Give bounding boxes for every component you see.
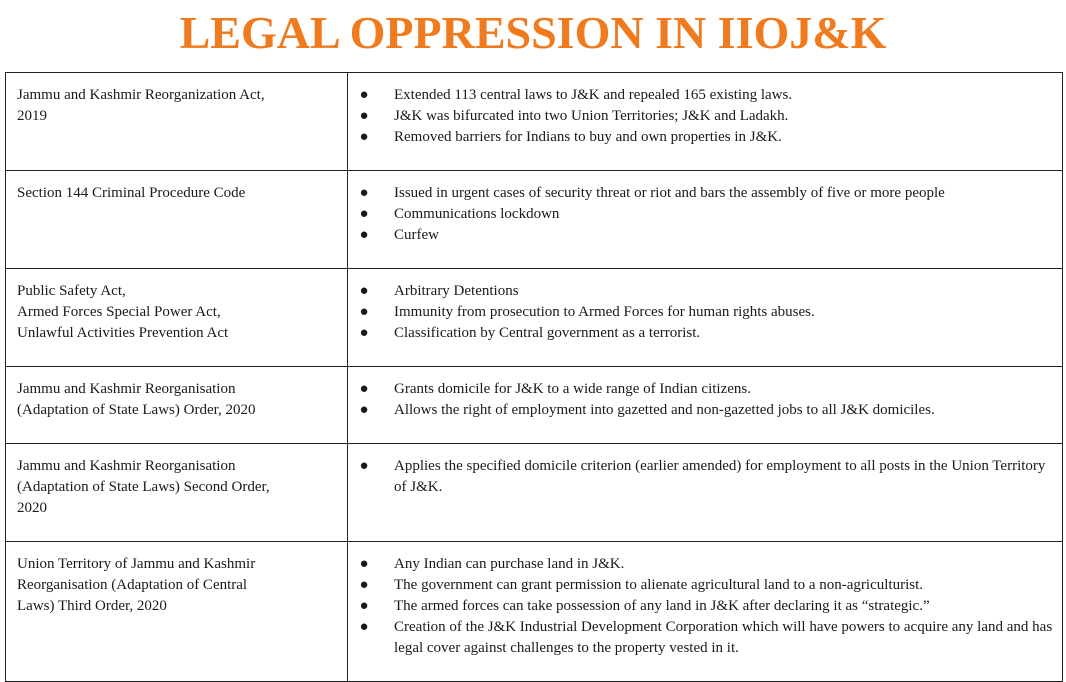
point-text: Communications lockdown	[394, 206, 560, 222]
bullet-list	[348, 281, 1054, 344]
list-item	[348, 281, 1054, 302]
point-text: The government can grant permission to alienate agricultural land to a non-agriculturist.	[394, 577, 923, 593]
list-item	[348, 85, 1054, 106]
point-text: Grants domicile for J&K to a wide range of Indian citizens.	[394, 381, 751, 397]
point-text: Allows the right of employment into gazetted and non-gazetted jobs to all J&K domiciles.	[394, 402, 935, 418]
act-cell	[6, 367, 348, 444]
bullet-icon: ●	[359, 304, 369, 320]
act-line: Reorganisation (Adaptation of Central	[17, 577, 248, 593]
points-cell	[348, 171, 1063, 269]
points-cell	[348, 269, 1063, 367]
act-line: (Adaptation of State Laws) Order, 2020	[17, 402, 256, 418]
bullet-icon: ●	[359, 556, 369, 572]
list-item	[348, 596, 1054, 617]
table-row	[6, 444, 1063, 542]
list-item	[348, 400, 1054, 421]
act-cell	[6, 269, 348, 367]
list-item	[348, 204, 1054, 225]
bullet-list	[348, 85, 1054, 148]
point-text: Any Indian can purchase land in J&K.	[394, 556, 625, 572]
list-item	[348, 575, 1054, 596]
list-item	[348, 323, 1054, 344]
act-line: Unlawful Activities Prevention Act	[17, 325, 229, 341]
table-row	[6, 73, 1063, 171]
bullet-icon: ●	[359, 206, 369, 222]
act-line: Jammu and Kashmir Reorganisation	[17, 458, 236, 474]
bullet-list	[348, 183, 1054, 246]
act-line: Laws) Third Order, 2020	[17, 598, 167, 614]
act-cell	[6, 444, 348, 542]
act-line: Union Territory of Jammu and Kashmir	[17, 556, 256, 572]
list-item	[348, 225, 1054, 246]
bullet-icon: ●	[359, 325, 369, 341]
bullet-icon: ●	[359, 227, 369, 243]
act-line: Public Safety Act,	[17, 283, 126, 299]
list-item	[348, 302, 1054, 323]
act-line: Jammu and Kashmir Reorganisation	[17, 381, 236, 397]
table-row	[6, 367, 1063, 444]
bullet-icon: ●	[359, 381, 369, 397]
legal-table	[5, 72, 1063, 682]
bullet-icon: ●	[359, 185, 369, 201]
act-line: 2019	[17, 108, 47, 124]
list-item	[348, 617, 1054, 659]
act-cell	[6, 542, 348, 682]
bullet-list	[348, 554, 1054, 659]
table-row	[6, 171, 1063, 269]
bullet-list	[348, 379, 1054, 421]
bullet-icon: ●	[359, 108, 369, 124]
act-line: Section 144 Criminal Procedure Code	[17, 185, 246, 201]
bullet-icon: ●	[359, 598, 369, 614]
points-cell	[348, 542, 1063, 682]
bullet-icon: ●	[359, 577, 369, 593]
bullet-icon: ●	[359, 87, 369, 103]
point-text: Extended 113 central laws to J&K and repealed 165 existing laws.	[394, 87, 793, 103]
point-text: Creation of the J&K Industrial Development Corporation which will have powers to acquire any land and has legal cover against challenges to the property vested in it.	[394, 619, 1053, 656]
bullet-icon: ●	[359, 619, 369, 635]
act-line: (Adaptation of State Laws) Second Order,	[17, 479, 270, 495]
bullet-list	[348, 456, 1054, 498]
points-cell	[348, 73, 1063, 171]
act-cell	[6, 171, 348, 269]
list-item	[348, 183, 1054, 204]
bullet-icon: ●	[359, 458, 369, 474]
page-title: LEGAL OPPRESSION IN IIOJ&K	[179, 7, 887, 58]
act-line: Armed Forces Special Power Act,	[17, 304, 221, 320]
point-text: The armed forces can take possession of any land in J&K after declaring it as “strategic.”	[394, 598, 930, 614]
point-text: Removed barriers for Indians to buy and own properties in J&K.	[394, 129, 782, 145]
table-row	[6, 542, 1063, 682]
act-line: 2020	[17, 500, 47, 516]
points-cell	[348, 444, 1063, 542]
point-text: Applies the specified domicile criterion (earlier amended) for employment to all posts in the Union Territory of J&K.	[394, 458, 1046, 495]
points-cell	[348, 367, 1063, 444]
list-item	[348, 379, 1054, 400]
bullet-icon: ●	[359, 402, 369, 418]
point-text: J&K was bifurcated into two Union Territories; J&K and Ladakh.	[394, 108, 789, 124]
bullet-icon: ●	[359, 283, 369, 299]
point-text: Immunity from prosecution to Armed Forces for human rights abuses.	[394, 304, 815, 320]
list-item	[348, 456, 1054, 498]
act-line: Jammu and Kashmir Reorganization Act,	[17, 87, 265, 103]
bullet-icon: ●	[359, 129, 369, 145]
act-cell	[6, 73, 348, 171]
table-row	[6, 269, 1063, 367]
list-item	[348, 106, 1054, 127]
point-text: Arbitrary Detentions	[394, 283, 519, 299]
list-item	[348, 127, 1054, 148]
point-text: Curfew	[394, 227, 439, 243]
point-text: Classification by Central government as a terrorist.	[394, 325, 701, 341]
point-text: Issued in urgent cases of security threat or riot and bars the assembly of five or more people	[394, 185, 945, 201]
list-item	[348, 554, 1054, 575]
